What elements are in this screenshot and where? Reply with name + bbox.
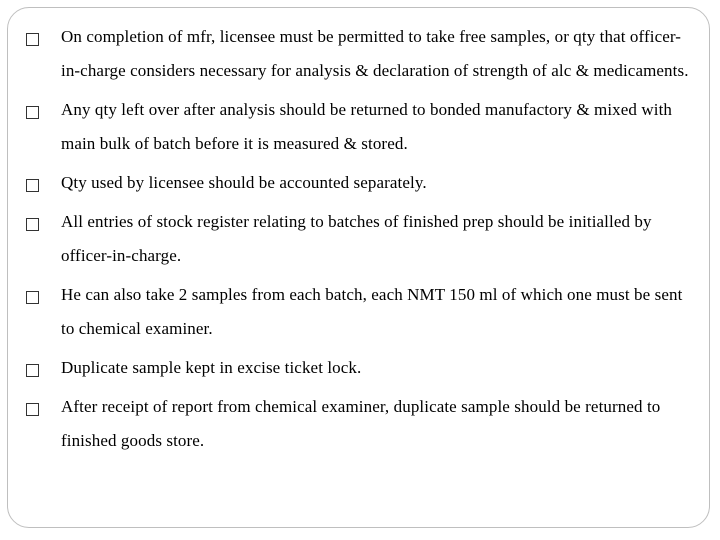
square-bullet-icon: [26, 364, 39, 377]
square-bullet-icon: [26, 106, 39, 119]
square-bullet-icon: [26, 179, 39, 192]
bullet-text: Any qty left over after analysis should be returned to bonded manufactory & mixed with main bulk of batch before it is measured & stored.: [61, 100, 672, 153]
square-bullet-icon: [26, 403, 39, 416]
list-item: [26, 398, 696, 458]
bullet-text: On completion of mfr, licensee must be permitted to take free samples, or qty that officer-in-charge considers necessary for analysis & declaration of strength of alc & medicaments.: [61, 27, 689, 80]
bullet-text: Qty used by licensee should be accounted separately.: [61, 173, 427, 192]
list-item: [26, 28, 696, 88]
square-bullet-icon: [26, 218, 39, 231]
bullet-text: After receipt of report from chemical examiner, duplicate sample should be returned to finished goods store.: [61, 397, 661, 450]
square-bullet-icon: [26, 291, 39, 304]
bullet-list: [26, 28, 696, 471]
list-item: [26, 359, 696, 385]
bullet-text: He can also take 2 samples from each batch, each NMT 150 ml of which one must be sent to chemical examiner.: [61, 285, 683, 338]
bullet-text: All entries of stock register relating to batches of finished prep should be initialled by officer-in-charge.: [61, 212, 652, 265]
list-item: [26, 174, 696, 200]
list-item: [26, 213, 696, 273]
list-item: [26, 286, 696, 346]
list-item: [26, 101, 696, 161]
bullet-text: Duplicate sample kept in excise ticket lock.: [61, 358, 362, 377]
square-bullet-icon: [26, 33, 39, 46]
